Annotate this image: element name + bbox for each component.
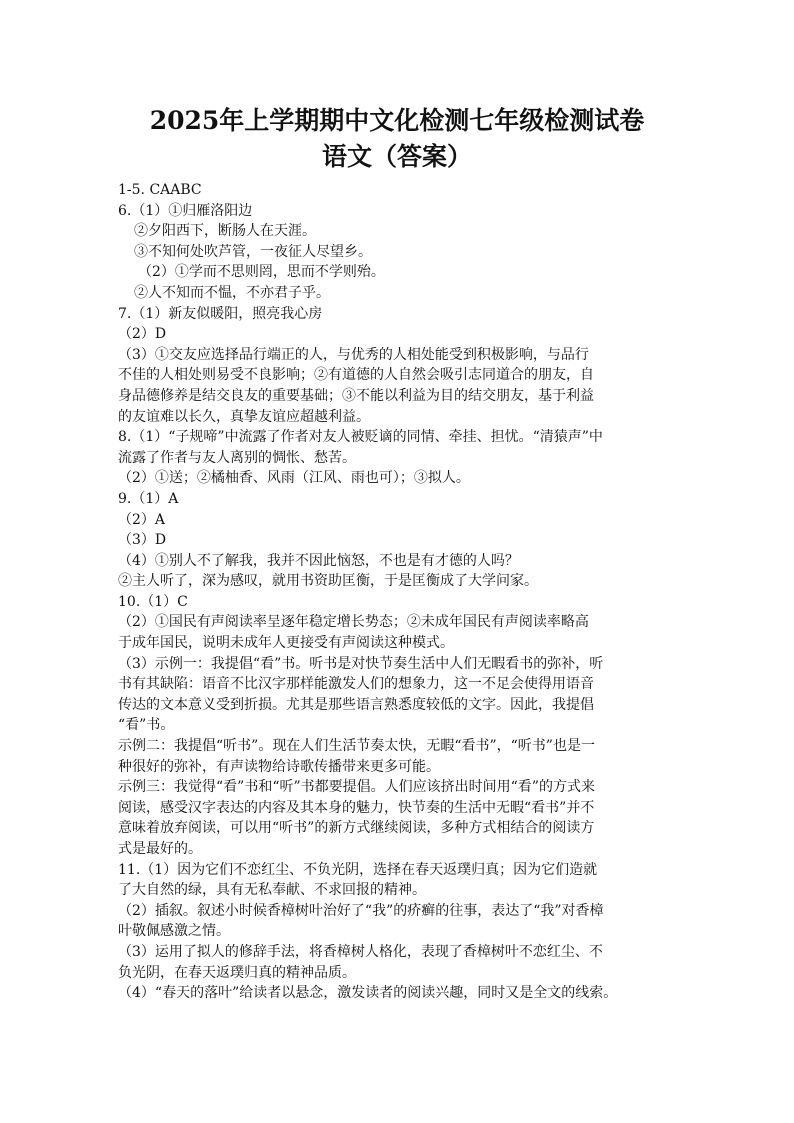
answer-line-11-2: （2）插叙。叙述小时候香樟树叶治好了“我”的疥癣的往事，表达了“我”对香樟 xyxy=(118,902,604,919)
answer-line-10-3-cont: 传达的文本意义受到折损。尤其是那些语言熟悉度较低的文字。因此，我提倡 xyxy=(118,696,594,713)
answer-line-9-1: 9.（1）A xyxy=(118,490,179,507)
answer-line-11-3-cont: 负光阴，在春天返璞归真的精神品质。 xyxy=(118,964,356,981)
answer-line-6-2: （2）①学而不思则罔，思而不学则殆。 xyxy=(138,264,385,281)
answer-body xyxy=(118,180,686,1004)
answer-line-8-2: （2）①送；②橘柚香、风雨（江风、雨也可）；③拟人。 xyxy=(118,470,470,487)
answer-line-7-3-cont: 的友谊难以长久，真挚友谊应超越利益。 xyxy=(118,408,370,425)
document-subtitle: 语文（答案） xyxy=(321,142,472,171)
answer-line-8-1-cont: 流露了作者与友人离别的惆怅、愁苦。 xyxy=(118,449,356,466)
answer-line-10-3-cont: “看”书。 xyxy=(118,717,175,734)
answer-line-7-1: 7.（1）新友似暖阳，照亮我心房 xyxy=(118,305,323,322)
answer-line-6-2-2: ②人不知而不愠，不亦君子乎。 xyxy=(134,284,330,301)
answer-line-9-4: （4）①别人不了解我，我并不因此恼怒，不也是有才德的人吗？ xyxy=(118,552,519,569)
answer-line-10-1: 10.（1）C xyxy=(118,593,188,610)
answer-line-10-2: （2）①国民有声阅读率呈逐年稳定增长势态；②未成年国民有声阅读率略高 xyxy=(118,614,589,631)
answer-line-7-3-cont: 身品德修养是结交良友的重要基础；③不能以利益为目的结交朋友，基于利益 xyxy=(118,387,594,404)
answer-line-10-3-example-3-cont: 意味着放弃阅读，可以用“听书”的新方式继续阅读，多种方式相结合的阅读方 xyxy=(118,820,595,837)
answer-line-8-1: 8.（1）“子规啼”中流露了作者对友人被贬谪的同情、牵挂、担忧。“清猿声”中 xyxy=(118,429,603,446)
answer-line-7-3: （3）①交友应选择品行端正的人，与优秀的人相处能受到积极影响，与品行 xyxy=(118,346,589,363)
answer-line-11-4: （4）“春天的落叶”给读者以悬念，激发读者的阅读兴趣，同时又是全文的线索。 xyxy=(118,985,618,1002)
answer-line-11-1: 11.（1）因为它们不恋红尘、不负光阴，选择在春天返璞归真；因为它们造就 xyxy=(118,861,598,878)
answer-line-9-2: （2）A xyxy=(118,511,166,528)
answer-line-10-3-example-3-cont: 阅读，感受汉字表达的内容及其本身的魅力，快节奏的生活中无暇“看书”并不 xyxy=(118,799,595,816)
answer-line-9-3: （3）D xyxy=(118,532,167,549)
answer-line-7-2: （2）D xyxy=(118,326,167,343)
answer-line-7-3-cont: 不佳的人相处则易受不良影响；②有道德的人自然会吸引志同道合的朋友，自 xyxy=(118,367,594,384)
answer-line-1-5: 1-5. CAABC xyxy=(118,182,202,198)
answer-line-6-1-2: ②夕阳西下，断肠人在天涯。 xyxy=(134,223,316,240)
document-title: 2025年上学期期中文化检测七年级检测试卷 xyxy=(149,106,645,135)
answer-line-6-1-3: ③不知何处吹芦管，一夜征人尽望乡。 xyxy=(134,243,372,260)
answer-line-10-3-example-2: 示例二：我提倡“听书”。现在人们生活节奏太快，无暇“看书”，“听书”也是一 xyxy=(118,738,595,755)
answer-line-10-2-cont: 于成年国民，说明未成年人更接受有声阅读这种模式。 xyxy=(118,635,454,652)
answer-line-10-3-cont: 书有其缺陷：语音不比汉字那样能激发人们的想象力，这一不足会使得用语音 xyxy=(118,676,594,693)
answer-line-6-1: 6.（1）①归雁洛阳边 xyxy=(118,202,253,219)
answer-line-9-4-cont: ②主人听了，深为感叹，就用书资助匡衡，于是匡衡成了大学问家。 xyxy=(118,573,538,590)
answer-line-10-3-example-2-cont: 种很好的弥补，有声读物给诗歌传播带来更多可能。 xyxy=(118,758,440,775)
answer-line-10-3-example-3-cont: 式是最好的。 xyxy=(118,841,202,857)
answer-line-10-3: （3）示例一：我提倡“看”书。听书是对快节奏生活中人们无暇看书的弥补，听 xyxy=(118,655,604,672)
answer-line-11-1-cont: 了大自然的绿，具有无私奉献、不求回报的精神。 xyxy=(118,882,426,899)
answer-line-11-2-cont: 叶敬佩感激之情。 xyxy=(118,923,230,940)
answer-line-11-3: （3）运用了拟人的修辞手法，将香樟树人格化，表现了香樟树叶不恋红尘、不 xyxy=(118,943,603,960)
answer-line-10-3-example-3: 示例三：我觉得“看”书和“听”书都要提倡。人们应该挤出时间用“看”的方式来 xyxy=(118,779,595,796)
